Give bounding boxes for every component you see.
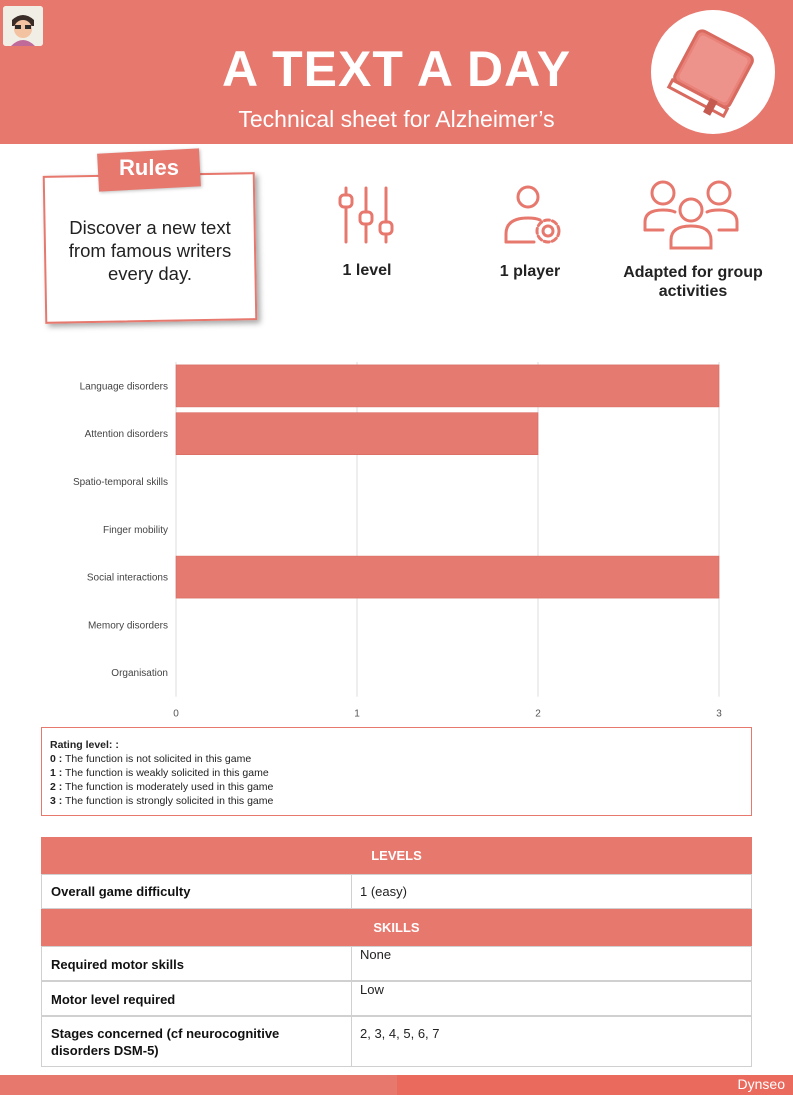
category-label: Attention disorders: [84, 429, 168, 441]
column-divider: [351, 875, 352, 908]
rating-line: [50, 794, 751, 808]
bar: [176, 413, 538, 455]
motor-skills-label: Required motor skills: [51, 957, 184, 972]
x-tick-label: 2: [535, 708, 541, 720]
rating-line: [50, 766, 751, 780]
sliders-icon: [336, 184, 398, 248]
table-row: [41, 874, 752, 909]
feature-label-levels: 1 level: [342, 262, 392, 279]
rating-desc: The function is moderately used in this game: [65, 781, 274, 793]
footer-brand: Dynseo: [737, 1076, 785, 1092]
rating-num: 3 :: [50, 795, 63, 807]
bar: [176, 365, 719, 407]
motor-skills-value: None: [360, 947, 392, 962]
category-label: Organisation: [111, 668, 168, 680]
rating-num: 2 :: [50, 781, 63, 793]
category-label: Spatio-temporal skills: [72, 477, 168, 488]
motor-level-label: Motor level required: [51, 992, 176, 1007]
column-divider: [351, 1017, 352, 1066]
footer-band-left: [0, 1075, 397, 1095]
column-divider: [351, 982, 352, 1015]
table-row: [41, 946, 752, 981]
stages-value: 2, 3, 4, 5, 6, 7: [360, 1026, 440, 1041]
rating-line: [50, 752, 751, 766]
rules-text: Discover a new text from famous writers every day.: [68, 217, 232, 284]
page-subtitle: Technical sheet for Alzheimer’s: [238, 106, 555, 132]
category-label: Memory disorders: [87, 620, 168, 632]
rating-desc: The function is weakly solicited in this game: [65, 767, 269, 779]
rating-num: 1 :: [50, 767, 63, 779]
page-title: A TEXT A DAY: [221, 41, 572, 97]
feature-label-players: 1 player: [499, 263, 561, 280]
motor-level-value: Low: [360, 982, 384, 997]
feature-label-group: Adapted for group activities: [623, 264, 763, 300]
bar: [176, 556, 719, 598]
category-label: Social interactions: [86, 572, 168, 584]
x-tick-label: 1: [354, 708, 360, 720]
table-row: [41, 1016, 752, 1067]
category-label: Language disorders: [79, 381, 168, 393]
levels-header: LEVELS: [41, 837, 752, 874]
table-row: [41, 981, 752, 1016]
rating-line: [50, 780, 751, 794]
skills-chart: [0, 350, 793, 720]
user-gear-icon: [500, 184, 566, 248]
x-tick-label: 3: [716, 708, 722, 720]
rating-heading: Rating level: :: [50, 739, 119, 751]
rating-desc: The function is strongly solicited in this game: [65, 795, 274, 807]
book-badge: [651, 10, 775, 134]
skills-bar-chart: [0, 350, 793, 720]
rules-tag-label: Rules: [119, 155, 179, 180]
group-icon: [641, 178, 741, 252]
category-label: Finger mobility: [102, 524, 168, 536]
column-divider: [351, 947, 352, 980]
rating-desc: The function is not solicited in this game: [65, 753, 252, 765]
stages-label: Stages concerned (cf neurocognitive disorders DSM-5): [51, 1026, 280, 1058]
x-tick-label: 0: [173, 708, 179, 720]
rating-legend: [41, 727, 752, 816]
difficulty-label: Overall game difficulty: [51, 884, 191, 899]
skills-header: SKILLS: [41, 909, 752, 946]
difficulty-value: 1 (easy): [360, 884, 407, 899]
rating-num: 0 :: [50, 753, 63, 765]
footer-band-right: [397, 1075, 793, 1095]
book-icon: [651, 10, 775, 134]
